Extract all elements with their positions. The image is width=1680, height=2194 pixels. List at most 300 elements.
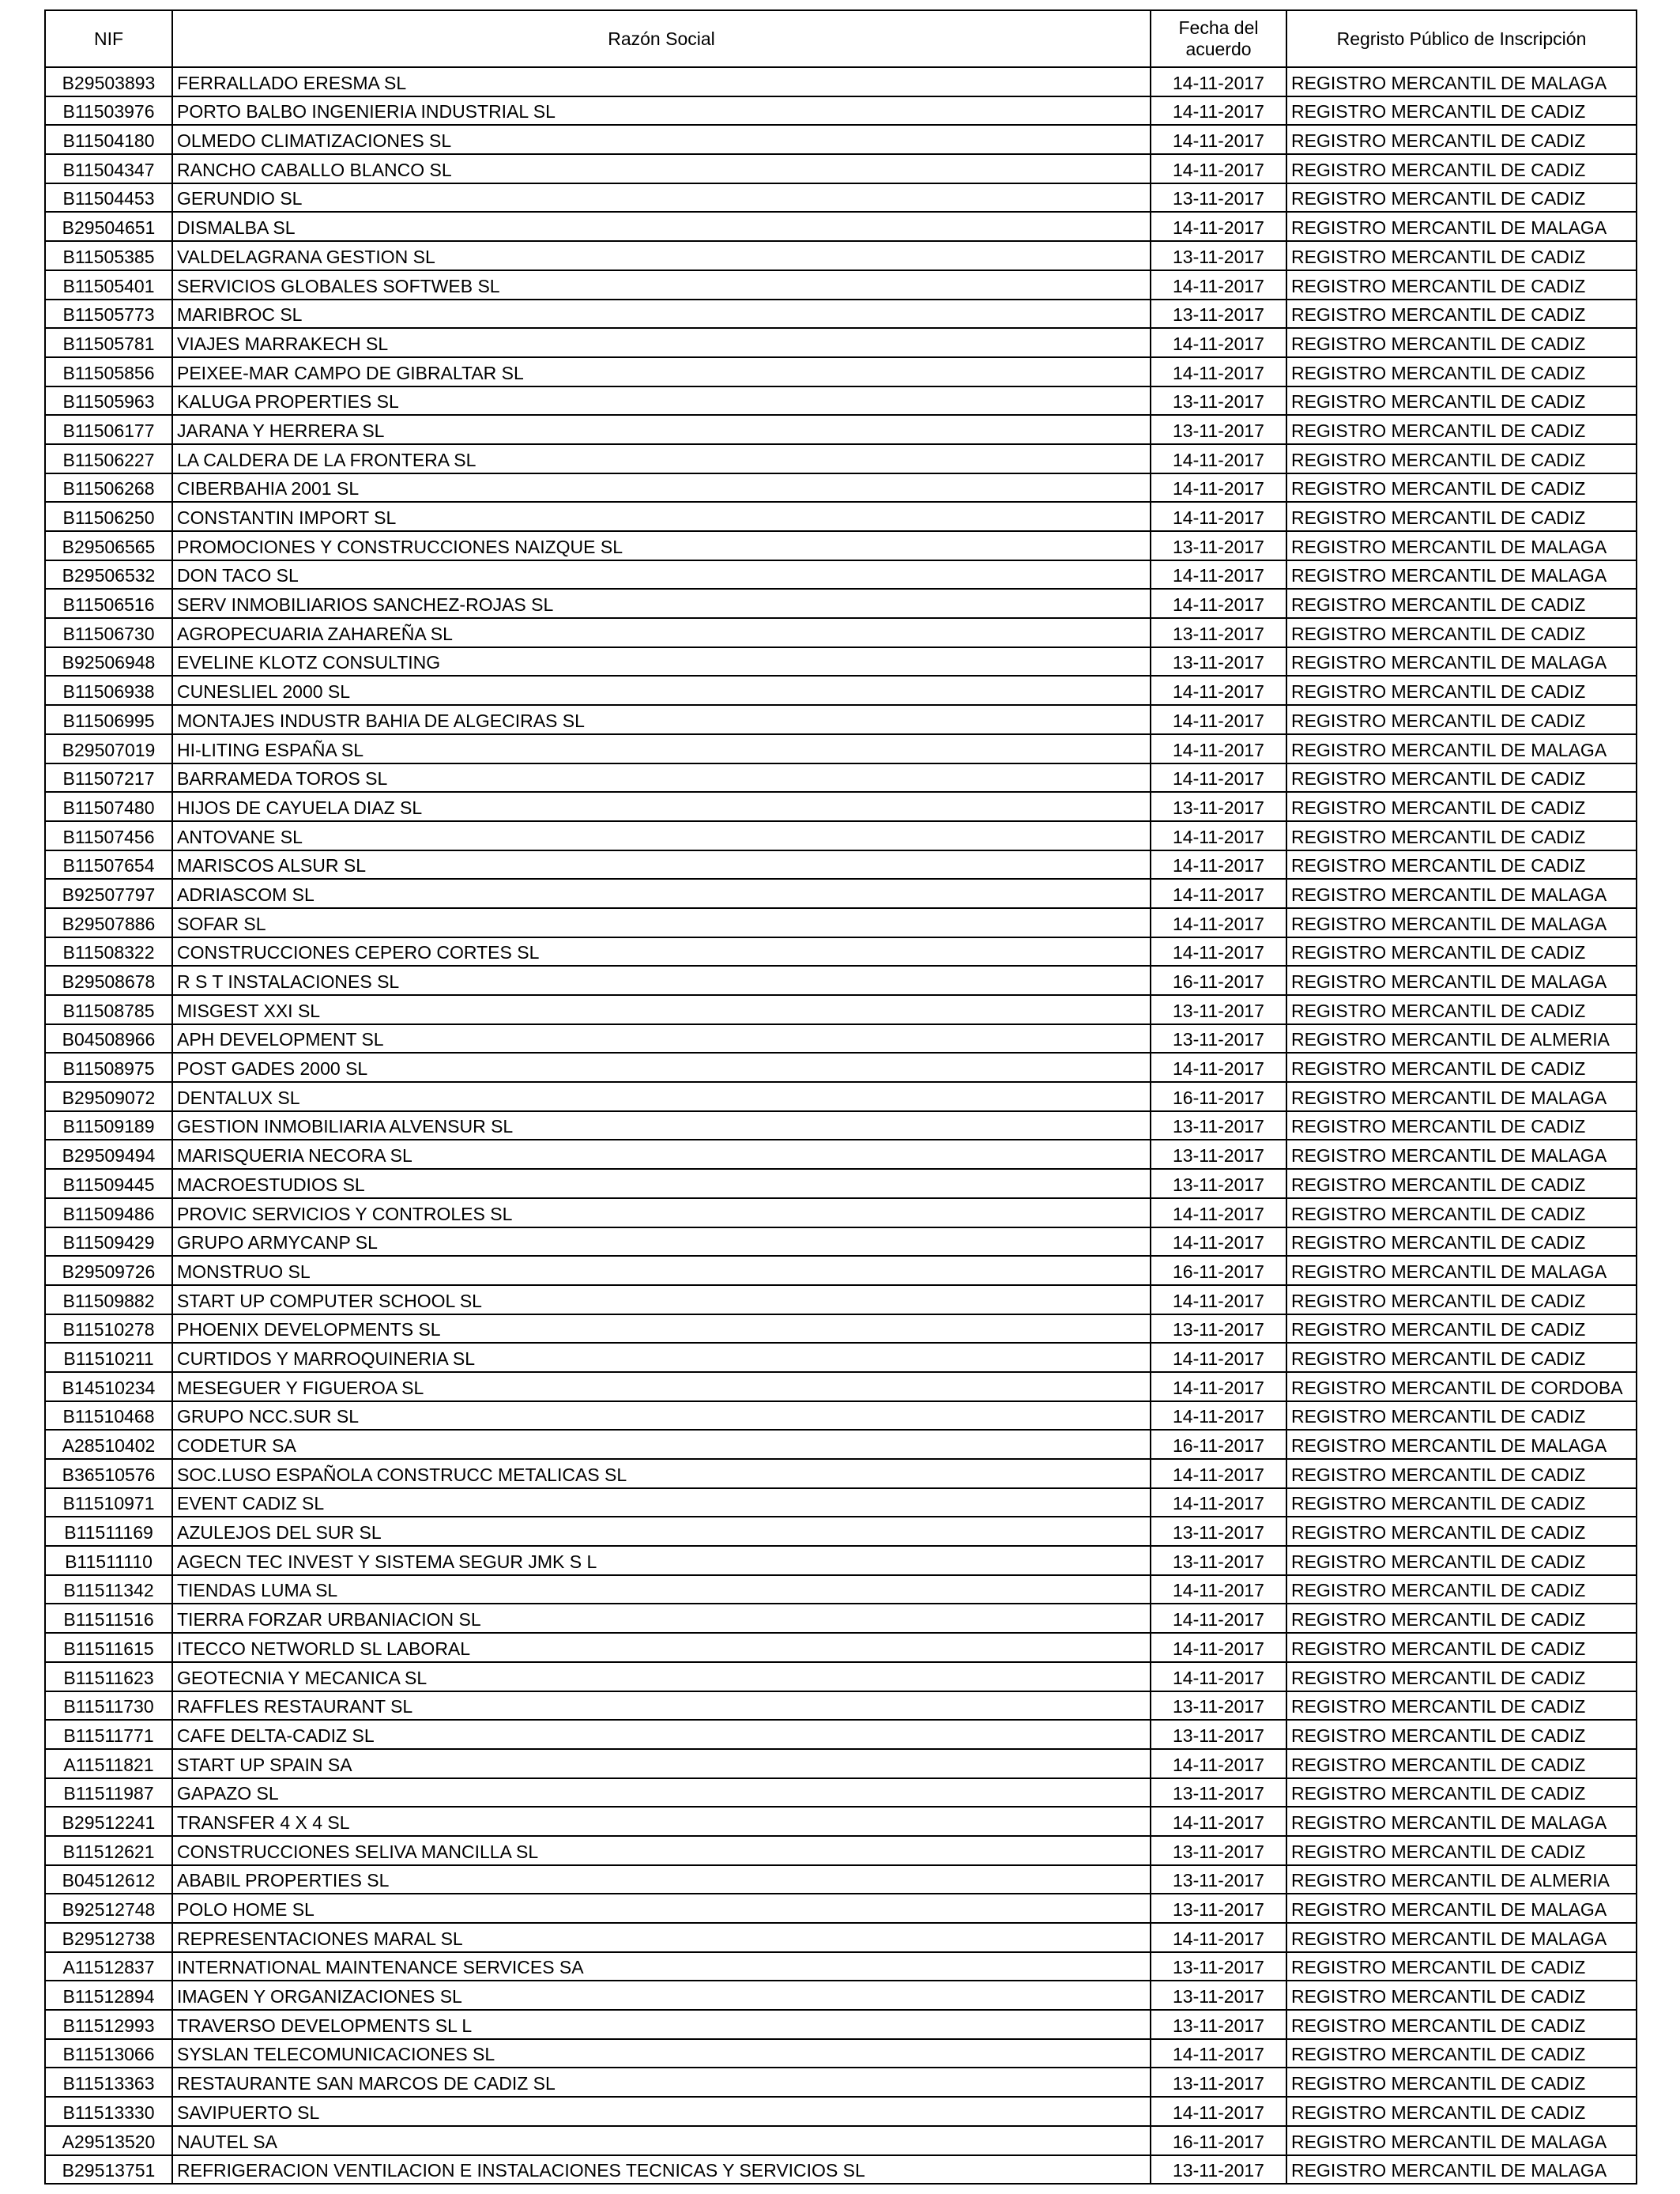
cell-razon-social: PEIXEE-MAR CAMPO DE GIBRALTAR SL: [172, 357, 1151, 386]
table-row: [45, 937, 1637, 967]
cell-registro: REGISTRO MERCANTIL DE CADIZ: [1286, 763, 1637, 793]
cell-razon-social: SOFAR SL: [172, 908, 1151, 937]
table-row: [45, 1894, 1637, 1923]
cell-registro: REGISTRO MERCANTIL DE CADIZ: [1286, 1836, 1637, 1865]
table-row: [45, 560, 1637, 590]
cell-fecha-acuerdo: 13-11-2017: [1151, 183, 1286, 213]
cell-razon-social: CODETUR SA: [172, 1430, 1151, 1459]
table-row: [45, 2155, 1637, 2185]
cell-registro: REGISTRO MERCANTIL DE CADIZ: [1286, 676, 1637, 705]
cell-razon-social: TRAVERSO DEVELOPMENTS SL L: [172, 2010, 1151, 2039]
table-row: [45, 1778, 1637, 1808]
cell-fecha-acuerdo: 14-11-2017: [1151, 821, 1286, 850]
table-row: [45, 1140, 1637, 1169]
cell-registro: REGISTRO MERCANTIL DE CADIZ: [1286, 821, 1637, 850]
cell-registro: REGISTRO MERCANTIL DE MALAGA: [1286, 908, 1637, 937]
cell-razon-social: DENTALUX SL: [172, 1082, 1151, 1111]
cell-nif: B11507654: [45, 850, 172, 880]
cell-nif: A11512837: [45, 1952, 172, 1981]
cell-nif: B11511615: [45, 1633, 172, 1662]
cell-razon-social: GRUPO NCC.SUR SL: [172, 1401, 1151, 1431]
table-row: [45, 1227, 1637, 1257]
cell-nif: B11505856: [45, 357, 172, 386]
cell-registro: REGISTRO MERCANTIL DE CADIZ: [1286, 386, 1637, 416]
cell-nif: B29506532: [45, 560, 172, 590]
table-row: [45, 1836, 1637, 1865]
table-row: [45, 1720, 1637, 1749]
table-body: [45, 67, 1637, 2184]
cell-razon-social: LA CALDERA DE LA FRONTERA SL: [172, 444, 1151, 473]
cell-nif: B11511110: [45, 1546, 172, 1575]
cell-registro: REGISTRO MERCANTIL DE CADIZ: [1286, 618, 1637, 647]
cell-registro: REGISTRO MERCANTIL DE CADIZ: [1286, 1285, 1637, 1314]
cell-razon-social: HIJOS DE CAYUELA DIAZ SL: [172, 792, 1151, 821]
table-row: [45, 1111, 1637, 1140]
cell-registro: REGISTRO MERCANTIL DE CADIZ: [1286, 1517, 1637, 1546]
cell-fecha-acuerdo: 13-11-2017: [1151, 792, 1286, 821]
cell-razon-social: RANCHO CABALLO BLANCO SL: [172, 154, 1151, 183]
cell-registro: REGISTRO MERCANTIL DE CADIZ: [1286, 270, 1637, 300]
cell-registro: REGISTRO MERCANTIL DE MALAGA: [1286, 212, 1637, 241]
cell-registro: REGISTRO MERCANTIL DE CADIZ: [1286, 1053, 1637, 1082]
cell-registro: REGISTRO MERCANTIL DE CADIZ: [1286, 1488, 1637, 1517]
cell-registro: REGISTRO MERCANTIL DE CADIZ: [1286, 1227, 1637, 1257]
cell-nif: B29509726: [45, 1256, 172, 1285]
cell-nif: B11507456: [45, 821, 172, 850]
table-row: [45, 705, 1637, 734]
cell-nif: B11506938: [45, 676, 172, 705]
header-nif: NIF: [45, 10, 172, 67]
cell-registro: REGISTRO MERCANTIL DE MALAGA: [1286, 1082, 1637, 1111]
cell-nif: B11510468: [45, 1401, 172, 1431]
table-row: [45, 241, 1637, 270]
cell-razon-social: PHOENIX DEVELOPMENTS SL: [172, 1314, 1151, 1344]
cell-nif: B11507217: [45, 763, 172, 793]
cell-registro: REGISTRO MERCANTIL DE CADIZ: [1286, 473, 1637, 503]
cell-razon-social: TRANSFER 4 X 4 SL: [172, 1807, 1151, 1836]
cell-fecha-acuerdo: 14-11-2017: [1151, 67, 1286, 96]
cell-razon-social: MONSTRUO SL: [172, 1256, 1151, 1285]
cell-nif: B29508678: [45, 966, 172, 995]
cell-razon-social: RAFFLES RESTAURANT SL: [172, 1691, 1151, 1721]
cell-razon-social: CONSTANTIN IMPORT SL: [172, 502, 1151, 531]
cell-nif: B29504651: [45, 212, 172, 241]
cell-razon-social: OLMEDO CLIMATIZACIONES SL: [172, 125, 1151, 154]
cell-fecha-acuerdo: 13-11-2017: [1151, 1720, 1286, 1749]
table-row: [45, 1314, 1637, 1344]
cell-fecha-acuerdo: 13-11-2017: [1151, 1314, 1286, 1344]
cell-fecha-acuerdo: 14-11-2017: [1151, 560, 1286, 590]
cell-registro: REGISTRO MERCANTIL DE MALAGA: [1286, 1430, 1637, 1459]
table-row: [45, 2068, 1637, 2097]
cell-registro: REGISTRO MERCANTIL DE CADIZ: [1286, 2068, 1637, 2097]
cell-razon-social: MESEGUER Y FIGUEROA SL: [172, 1372, 1151, 1401]
table-row: [45, 1256, 1637, 1285]
cell-fecha-acuerdo: 13-11-2017: [1151, 1952, 1286, 1981]
table-row: [45, 1459, 1637, 1488]
cell-nif: B11511771: [45, 1720, 172, 1749]
table-row: [45, 1198, 1637, 1227]
cell-nif: B11509445: [45, 1169, 172, 1198]
table-row: [45, 1517, 1637, 1546]
cell-razon-social: SYSLAN TELECOMUNICACIONES SL: [172, 2039, 1151, 2068]
cell-registro: REGISTRO MERCANTIL DE CADIZ: [1286, 1691, 1637, 1721]
cell-nif: B11508322: [45, 937, 172, 967]
table-row: [45, 2126, 1637, 2155]
cell-nif: B11505781: [45, 328, 172, 357]
cell-fecha-acuerdo: 14-11-2017: [1151, 2097, 1286, 2126]
cell-registro: REGISTRO MERCANTIL DE CADIZ: [1286, 995, 1637, 1024]
table-row: [45, 300, 1637, 329]
cell-fecha-acuerdo: 14-11-2017: [1151, 444, 1286, 473]
table-row: [45, 1401, 1637, 1431]
table-row: [45, 734, 1637, 763]
cell-nif: B11508785: [45, 995, 172, 1024]
cell-fecha-acuerdo: 14-11-2017: [1151, 328, 1286, 357]
cell-razon-social: ABABIL PROPERTIES SL: [172, 1865, 1151, 1894]
cell-registro: REGISTRO MERCANTIL DE CADIZ: [1286, 502, 1637, 531]
cell-razon-social: AGROPECUARIA ZAHAREÑA SL: [172, 618, 1151, 647]
table-row: [45, 1488, 1637, 1517]
cell-fecha-acuerdo: 14-11-2017: [1151, 1807, 1286, 1836]
cell-registro: REGISTRO MERCANTIL DE CADIZ: [1286, 1981, 1637, 2010]
cell-fecha-acuerdo: 16-11-2017: [1151, 2126, 1286, 2155]
cell-registro: REGISTRO MERCANTIL DE CADIZ: [1286, 2097, 1637, 2126]
cell-fecha-acuerdo: 13-11-2017: [1151, 1778, 1286, 1808]
cell-nif: B11506995: [45, 705, 172, 734]
cell-fecha-acuerdo: 13-11-2017: [1151, 415, 1286, 444]
cell-nif: B11506516: [45, 589, 172, 618]
cell-nif: B92507797: [45, 879, 172, 908]
cell-razon-social: GESTION INMOBILIARIA ALVENSUR SL: [172, 1111, 1151, 1140]
cell-razon-social: NAUTEL SA: [172, 2126, 1151, 2155]
cell-razon-social: TIERRA FORZAR URBANIACION SL: [172, 1604, 1151, 1633]
cell-fecha-acuerdo: 14-11-2017: [1151, 2039, 1286, 2068]
cell-razon-social: POST GADES 2000 SL: [172, 1053, 1151, 1082]
cell-registro: REGISTRO MERCANTIL DE CADIZ: [1286, 183, 1637, 213]
cell-fecha-acuerdo: 14-11-2017: [1151, 1372, 1286, 1401]
cell-fecha-acuerdo: 14-11-2017: [1151, 589, 1286, 618]
cell-registro: REGISTRO MERCANTIL DE MALAGA: [1286, 647, 1637, 677]
header-registro: Regristo Público de Inscripción: [1286, 10, 1637, 67]
cell-registro: REGISTRO MERCANTIL DE MALAGA: [1286, 1256, 1637, 1285]
cell-registro: REGISTRO MERCANTIL DE CADIZ: [1286, 1604, 1637, 1633]
cell-registro: REGISTRO MERCANTIL DE MALAGA: [1286, 966, 1637, 995]
cell-nif: B11510211: [45, 1343, 172, 1372]
cell-razon-social: EVELINE KLOTZ CONSULTING: [172, 647, 1151, 677]
cell-nif: B29506565: [45, 531, 172, 560]
registry-table: [44, 9, 1637, 2185]
cell-fecha-acuerdo: 14-11-2017: [1151, 1459, 1286, 1488]
cell-nif: B11504453: [45, 183, 172, 213]
table-row: [45, 1981, 1637, 2010]
table-row: [45, 966, 1637, 995]
table-row: [45, 212, 1637, 241]
cell-registro: REGISTRO MERCANTIL DE CADIZ: [1286, 1633, 1637, 1662]
cell-registro: REGISTRO MERCANTIL DE CADIZ: [1286, 1662, 1637, 1691]
cell-razon-social: AGECN TEC INVEST Y SISTEMA SEGUR JMK S L: [172, 1546, 1151, 1575]
cell-registro: REGISTRO MERCANTIL DE CADIZ: [1286, 1314, 1637, 1344]
cell-nif: B11507480: [45, 792, 172, 821]
header-razon-social: Razón Social: [172, 10, 1151, 67]
cell-nif: B11508975: [45, 1053, 172, 1082]
table-row: [45, 531, 1637, 560]
cell-registro: REGISTRO MERCANTIL DE MALAGA: [1286, 2126, 1637, 2155]
cell-nif: B11506227: [45, 444, 172, 473]
cell-razon-social: BARRAMEDA TOROS SL: [172, 763, 1151, 793]
cell-registro: REGISTRO MERCANTIL DE MALAGA: [1286, 1140, 1637, 1169]
cell-razon-social: MARISQUERIA NECORA SL: [172, 1140, 1151, 1169]
cell-fecha-acuerdo: 14-11-2017: [1151, 908, 1286, 937]
header-row: [45, 10, 1637, 67]
table-row: [45, 154, 1637, 183]
cell-registro: REGISTRO MERCANTIL DE CADIZ: [1286, 125, 1637, 154]
cell-fecha-acuerdo: 14-11-2017: [1151, 1198, 1286, 1227]
table-row: [45, 67, 1637, 96]
cell-fecha-acuerdo: 14-11-2017: [1151, 1053, 1286, 1082]
cell-registro: REGISTRO MERCANTIL DE CADIZ: [1286, 792, 1637, 821]
table-row: [45, 1749, 1637, 1778]
table-row: [45, 1285, 1637, 1314]
cell-registro: REGISTRO MERCANTIL DE CADIZ: [1286, 1343, 1637, 1372]
cell-registro: REGISTRO MERCANTIL DE MALAGA: [1286, 879, 1637, 908]
table-row: [45, 589, 1637, 618]
cell-fecha-acuerdo: 14-11-2017: [1151, 850, 1286, 880]
table-row: [45, 328, 1637, 357]
table-row: [45, 1343, 1637, 1372]
cell-registro: REGISTRO MERCANTIL DE MALAGA: [1286, 1807, 1637, 1836]
cell-fecha-acuerdo: 13-11-2017: [1151, 531, 1286, 560]
cell-registro: REGISTRO MERCANTIL DE CADIZ: [1286, 589, 1637, 618]
cell-nif: B11505401: [45, 270, 172, 300]
cell-registro: REGISTRO MERCANTIL DE CADIZ: [1286, 1575, 1637, 1604]
cell-registro: REGISTRO MERCANTIL DE ALMERIA: [1286, 1024, 1637, 1054]
table-row: [45, 1053, 1637, 1082]
cell-razon-social: EVENT CADIZ SL: [172, 1488, 1151, 1517]
cell-registro: REGISTRO MERCANTIL DE CADIZ: [1286, 2010, 1637, 2039]
cell-nif: B11510278: [45, 1314, 172, 1344]
cell-razon-social: KALUGA PROPERTIES SL: [172, 386, 1151, 416]
cell-razon-social: START UP COMPUTER SCHOOL SL: [172, 1285, 1151, 1314]
cell-fecha-acuerdo: 16-11-2017: [1151, 1256, 1286, 1285]
cell-razon-social: REFRIGERACION VENTILACION E INSTALACIONES TECNICAS Y SERVICIOS SL: [172, 2155, 1151, 2185]
cell-registro: REGISTRO MERCANTIL DE CADIZ: [1286, 1546, 1637, 1575]
cell-fecha-acuerdo: 14-11-2017: [1151, 1662, 1286, 1691]
cell-nif: B11513066: [45, 2039, 172, 2068]
cell-nif: B92512748: [45, 1894, 172, 1923]
table-row: [45, 1575, 1637, 1604]
cell-fecha-acuerdo: 13-11-2017: [1151, 241, 1286, 270]
cell-fecha-acuerdo: 13-11-2017: [1151, 1024, 1286, 1054]
cell-registro: REGISTRO MERCANTIL DE CADIZ: [1286, 1952, 1637, 1981]
cell-fecha-acuerdo: 13-11-2017: [1151, 300, 1286, 329]
cell-razon-social: CAFE DELTA-CADIZ SL: [172, 1720, 1151, 1749]
table-row: [45, 1082, 1637, 1111]
cell-razon-social: MONTAJES INDUSTR BAHIA DE ALGECIRAS SL: [172, 705, 1151, 734]
cell-nif: B11511987: [45, 1778, 172, 1808]
cell-razon-social: SERVICIOS GLOBALES SOFTWEB SL: [172, 270, 1151, 300]
cell-registro: REGISTRO MERCANTIL DE MALAGA: [1286, 531, 1637, 560]
cell-nif: B11512621: [45, 1836, 172, 1865]
cell-razon-social: CURTIDOS Y MARROQUINERIA SL: [172, 1343, 1151, 1372]
table-row: [45, 1169, 1637, 1198]
cell-nif: B29507019: [45, 734, 172, 763]
cell-fecha-acuerdo: 13-11-2017: [1151, 1111, 1286, 1140]
cell-nif: B11511730: [45, 1691, 172, 1721]
table-row: [45, 879, 1637, 908]
cell-fecha-acuerdo: 14-11-2017: [1151, 212, 1286, 241]
cell-fecha-acuerdo: 14-11-2017: [1151, 1343, 1286, 1372]
table-row: [45, 96, 1637, 126]
table-row: [45, 2010, 1637, 2039]
cell-fecha-acuerdo: 13-11-2017: [1151, 386, 1286, 416]
cell-registro: REGISTRO MERCANTIL DE CADIZ: [1286, 1169, 1637, 1198]
document: [44, 9, 1636, 2185]
cell-nif: B11504347: [45, 154, 172, 183]
cell-nif: B92506948: [45, 647, 172, 677]
table-row: [45, 1923, 1637, 1952]
cell-nif: A11511821: [45, 1749, 172, 1778]
cell-registro: REGISTRO MERCANTIL DE CADIZ: [1286, 1749, 1637, 1778]
cell-fecha-acuerdo: 13-11-2017: [1151, 647, 1286, 677]
cell-nif: B11506730: [45, 618, 172, 647]
table-row: [45, 1633, 1637, 1662]
cell-razon-social: GERUNDIO SL: [172, 183, 1151, 213]
cell-registro: REGISTRO MERCANTIL DE CADIZ: [1286, 300, 1637, 329]
cell-razon-social: ADRIASCOM SL: [172, 879, 1151, 908]
table-row: [45, 792, 1637, 821]
cell-registro: REGISTRO MERCANTIL DE CADIZ: [1286, 1111, 1637, 1140]
cell-razon-social: SAVIPUERTO SL: [172, 2097, 1151, 2126]
cell-nif: B29509072: [45, 1082, 172, 1111]
cell-razon-social: GAPAZO SL: [172, 1778, 1151, 1808]
cell-fecha-acuerdo: 13-11-2017: [1151, 1169, 1286, 1198]
cell-nif: B11504180: [45, 125, 172, 154]
table-row: [45, 1662, 1637, 1691]
cell-razon-social: START UP SPAIN SA: [172, 1749, 1151, 1778]
cell-nif: A28510402: [45, 1430, 172, 1459]
cell-fecha-acuerdo: 13-11-2017: [1151, 1546, 1286, 1575]
cell-registro: REGISTRO MERCANTIL DE CADIZ: [1286, 2039, 1637, 2068]
cell-fecha-acuerdo: 13-11-2017: [1151, 1691, 1286, 1721]
cell-nif: A29513520: [45, 2126, 172, 2155]
cell-registro: REGISTRO MERCANTIL DE CADIZ: [1286, 154, 1637, 183]
cell-fecha-acuerdo: 16-11-2017: [1151, 1430, 1286, 1459]
table-row: [45, 1952, 1637, 1981]
cell-nif: B11513363: [45, 2068, 172, 2097]
cell-fecha-acuerdo: 14-11-2017: [1151, 676, 1286, 705]
cell-fecha-acuerdo: 14-11-2017: [1151, 1604, 1286, 1633]
table-row: [45, 1024, 1637, 1054]
cell-nif: B11512894: [45, 1981, 172, 2010]
table-row: [45, 125, 1637, 154]
cell-razon-social: FERRALLADO ERESMA SL: [172, 67, 1151, 96]
cell-nif: B11511623: [45, 1662, 172, 1691]
cell-fecha-acuerdo: 14-11-2017: [1151, 1749, 1286, 1778]
cell-razon-social: REPRESENTACIONES MARAL SL: [172, 1923, 1151, 1952]
cell-nif: B11513330: [45, 2097, 172, 2126]
table-row: [45, 908, 1637, 937]
cell-razon-social: GRUPO ARMYCANP SL: [172, 1227, 1151, 1257]
cell-razon-social: R S T INSTALACIONES SL: [172, 966, 1151, 995]
cell-nif: B11511342: [45, 1575, 172, 1604]
header-fecha-acuerdo: [1151, 10, 1286, 67]
table-row: [45, 1807, 1637, 1836]
table-row: [45, 1430, 1637, 1459]
cell-razon-social: AZULEJOS DEL SUR SL: [172, 1517, 1151, 1546]
cell-fecha-acuerdo: 14-11-2017: [1151, 1575, 1286, 1604]
cell-registro: REGISTRO MERCANTIL DE CADIZ: [1286, 96, 1637, 126]
table-row: [45, 473, 1637, 503]
cell-razon-social: CIBERBAHIA 2001 SL: [172, 473, 1151, 503]
cell-registro: REGISTRO MERCANTIL DE MALAGA: [1286, 2155, 1637, 2185]
cell-razon-social: APH DEVELOPMENT SL: [172, 1024, 1151, 1054]
cell-nif: B04512612: [45, 1865, 172, 1894]
cell-nif: B11509189: [45, 1111, 172, 1140]
cell-fecha-acuerdo: 14-11-2017: [1151, 705, 1286, 734]
cell-razon-social: CONSTRUCCIONES CEPERO CORTES SL: [172, 937, 1151, 967]
table-row: [45, 1546, 1637, 1575]
cell-fecha-acuerdo: 14-11-2017: [1151, 734, 1286, 763]
cell-fecha-acuerdo: 13-11-2017: [1151, 2068, 1286, 2097]
table-header: [45, 10, 1637, 67]
cell-nif: B11509486: [45, 1198, 172, 1227]
table-row: [45, 386, 1637, 416]
cell-registro: REGISTRO MERCANTIL DE CADIZ: [1286, 241, 1637, 270]
cell-fecha-acuerdo: 14-11-2017: [1151, 1633, 1286, 1662]
cell-razon-social: MISGEST XXI SL: [172, 995, 1151, 1024]
cell-razon-social: IMAGEN Y ORGANIZACIONES SL: [172, 1981, 1151, 2010]
cell-razon-social: PROMOCIONES Y CONSTRUCCIONES NAIZQUE SL: [172, 531, 1151, 560]
table-row: [45, 415, 1637, 444]
cell-fecha-acuerdo: 14-11-2017: [1151, 1401, 1286, 1431]
cell-registro: REGISTRO MERCANTIL DE CADIZ: [1286, 357, 1637, 386]
cell-nif: B29512738: [45, 1923, 172, 1952]
table-row: [45, 2097, 1637, 2126]
cell-nif: B04508966: [45, 1024, 172, 1054]
cell-razon-social: SERV INMOBILIARIOS SANCHEZ-ROJAS SL: [172, 589, 1151, 618]
cell-fecha-acuerdo: 13-11-2017: [1151, 2155, 1286, 2185]
table-row: [45, 850, 1637, 880]
cell-fecha-acuerdo: 14-11-2017: [1151, 879, 1286, 908]
table-row: [45, 647, 1637, 677]
cell-fecha-acuerdo: 13-11-2017: [1151, 618, 1286, 647]
cell-nif: B11511169: [45, 1517, 172, 1546]
cell-registro: REGISTRO MERCANTIL DE CADIZ: [1286, 415, 1637, 444]
cell-razon-social: PROVIC SERVICIOS Y CONTROLES SL: [172, 1198, 1151, 1227]
cell-fecha-acuerdo: 16-11-2017: [1151, 966, 1286, 995]
cell-registro: REGISTRO MERCANTIL DE MALAGA: [1286, 1923, 1637, 1952]
table-row: [45, 995, 1637, 1024]
cell-registro: REGISTRO MERCANTIL DE CADIZ: [1286, 1778, 1637, 1808]
table-row: [45, 444, 1637, 473]
cell-fecha-acuerdo: 13-11-2017: [1151, 1517, 1286, 1546]
cell-registro: REGISTRO MERCANTIL DE CADIZ: [1286, 705, 1637, 734]
cell-fecha-acuerdo: 13-11-2017: [1151, 995, 1286, 1024]
cell-nif: B11506250: [45, 502, 172, 531]
cell-razon-social: SOC.LUSO ESPAÑOLA CONSTRUCC METALICAS SL: [172, 1459, 1151, 1488]
cell-razon-social: ANTOVANE SL: [172, 821, 1151, 850]
cell-nif: B11509429: [45, 1227, 172, 1257]
cell-fecha-acuerdo: 14-11-2017: [1151, 1285, 1286, 1314]
table-row: [45, 618, 1637, 647]
cell-registro: REGISTRO MERCANTIL DE MALAGA: [1286, 734, 1637, 763]
cell-registro: REGISTRO MERCANTIL DE MALAGA: [1286, 560, 1637, 590]
cell-razon-social: PORTO BALBO INGENIERIA INDUSTRIAL SL: [172, 96, 1151, 126]
table-row: [45, 676, 1637, 705]
table-row: [45, 270, 1637, 300]
header-fecha-line2: acuerdo: [1185, 39, 1252, 59]
